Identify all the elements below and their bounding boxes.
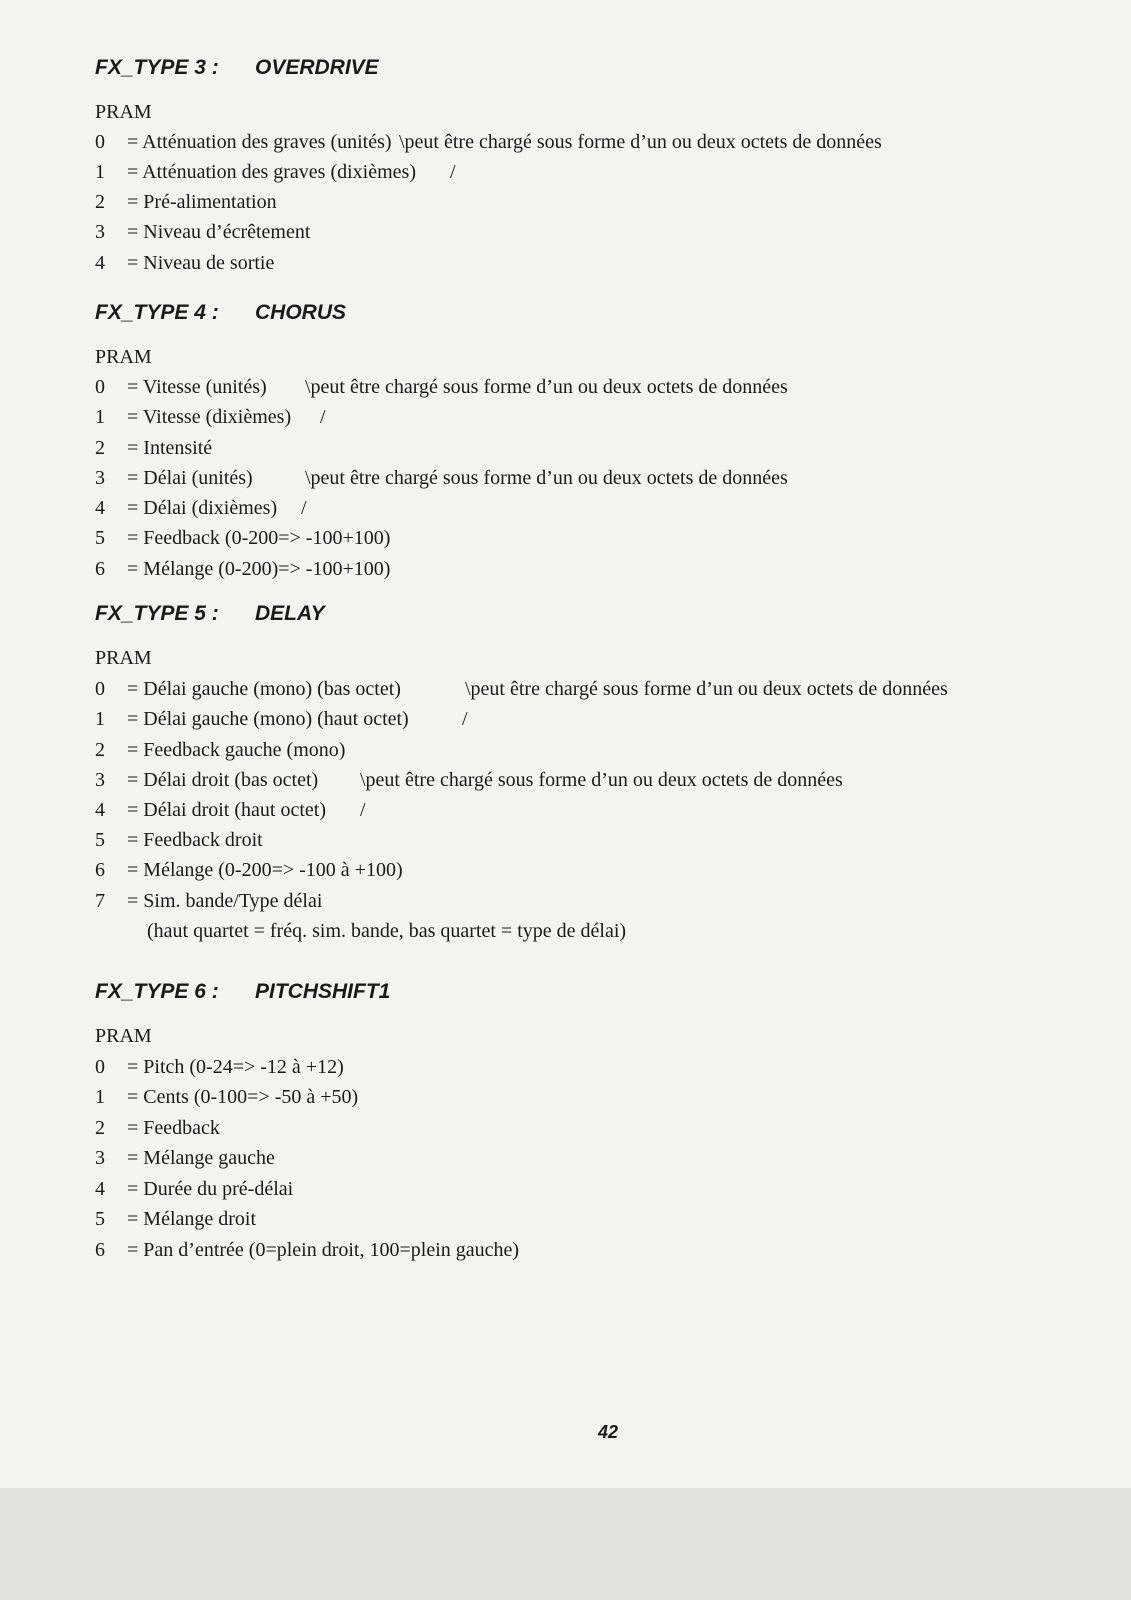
- param-index: 5: [95, 527, 105, 549]
- param-description: = Vitesse (unités): [127, 376, 267, 398]
- param-index: 0: [95, 131, 105, 153]
- param-description: = Feedback (0-200=> -100+100): [127, 527, 391, 549]
- param-description: = Niveau de sortie: [127, 252, 275, 274]
- section-label: FX_TYPE 6 :: [95, 980, 219, 1003]
- param-description: = Délai droit (bas octet): [127, 769, 319, 791]
- section-heading-delay: [95, 602, 325, 626]
- section-name: DELAY: [255, 602, 325, 625]
- param-index: 0: [95, 376, 105, 398]
- param-description: = Mélange (0-200=> -100 à +100): [127, 859, 403, 881]
- param-index: 0: [95, 678, 105, 700]
- param-description: = Mélange gauche: [127, 1147, 275, 1169]
- param-index: 2: [95, 739, 105, 761]
- section-name: OVERDRIVE: [255, 56, 379, 79]
- param-description: = Délai droit (haut octet): [127, 799, 326, 821]
- param-continuation: (haut quartet = fréq. sim. bande, bas quartet = type de délai): [147, 920, 627, 942]
- param-index: 3: [95, 467, 105, 489]
- param-description: = Cents (0-100=> -50 à +50): [127, 1086, 359, 1108]
- param-description: = Pré-alimentation: [127, 191, 277, 213]
- page-number: 42: [598, 1422, 619, 1442]
- param-index: 4: [95, 799, 105, 821]
- param-index: 1: [95, 1086, 105, 1108]
- param-description: = Délai (unités): [127, 467, 253, 489]
- param-note: /: [450, 161, 456, 183]
- param-note: /: [301, 497, 307, 519]
- param-note: /: [320, 406, 326, 428]
- param-index: 2: [95, 1117, 105, 1139]
- param-description: = Mélange droit: [127, 1208, 257, 1230]
- param-index: 4: [95, 252, 105, 274]
- param-index: 4: [95, 497, 105, 519]
- section-label: FX_TYPE 4 :: [95, 301, 219, 324]
- param-description: = Sim. bande/Type délai: [127, 890, 323, 912]
- param-description: = Feedback droit: [127, 829, 263, 851]
- param-description: = Pitch (0-24=> -12 à +12): [127, 1056, 344, 1078]
- param-index: 5: [95, 829, 105, 851]
- param-note: \peut être chargé sous forme d’un ou deux octets de données: [305, 376, 788, 398]
- param-index: 3: [95, 221, 105, 243]
- section-label: FX_TYPE 3 :: [95, 56, 219, 79]
- param-description: = Niveau d’écrêtement: [127, 221, 311, 243]
- param-description: = Atténuation des graves (dixièmes): [127, 161, 416, 183]
- param-index: 1: [95, 161, 105, 183]
- pram-label: PRAM: [95, 346, 152, 368]
- param-description: = Feedback: [127, 1117, 220, 1139]
- section-name: PITCHSHIFT1: [255, 980, 391, 1003]
- param-description: = Atténuation des graves (unités): [127, 131, 392, 153]
- param-note: \peut être chargé sous forme d’un ou deux octets de données: [399, 131, 882, 153]
- param-description: = Mélange (0-200)=> -100+100): [127, 558, 391, 580]
- section-label: FX_TYPE 5 :: [95, 602, 219, 625]
- param-description: = Pan d’entrée (0=plein droit, 100=plein gauche): [127, 1239, 520, 1261]
- param-index: 6: [95, 558, 105, 580]
- page-bottom-edge: [0, 1488, 1131, 1600]
- param-description: = Délai (dixièmes): [127, 497, 278, 519]
- param-index: 3: [95, 1147, 105, 1169]
- param-description: = Intensité: [127, 437, 213, 459]
- pram-label: PRAM: [95, 1025, 152, 1047]
- pram-label: PRAM: [95, 647, 152, 669]
- param-description: = Durée du pré-délai: [127, 1178, 294, 1200]
- param-note: /: [360, 799, 366, 821]
- param-index: 6: [95, 1239, 105, 1261]
- param-description: = Feedback gauche (mono): [127, 739, 346, 761]
- param-index: 2: [95, 437, 105, 459]
- section-heading-chorus: [95, 301, 347, 325]
- param-index: 0: [95, 1056, 105, 1078]
- param-index: 4: [95, 1178, 105, 1200]
- param-index: 3: [95, 769, 105, 791]
- param-index: 7: [95, 890, 105, 912]
- param-index: 5: [95, 1208, 105, 1230]
- pram-label: PRAM: [95, 101, 152, 123]
- param-index: 6: [95, 859, 105, 881]
- param-index: 1: [95, 708, 105, 730]
- section-name: CHORUS: [255, 301, 347, 324]
- param-index: 1: [95, 406, 105, 428]
- param-description: = Vitesse (dixièmes): [127, 406, 292, 428]
- section-heading-pitchshift1: [95, 980, 391, 1004]
- param-note: \peut être chargé sous forme d’un ou deux octets de données: [305, 467, 788, 489]
- param-note: \peut être chargé sous forme d’un ou deux octets de données: [465, 678, 948, 700]
- param-description: = Délai gauche (mono) (bas octet): [127, 678, 401, 700]
- param-index: 2: [95, 191, 105, 213]
- param-note: /: [462, 708, 468, 730]
- param-description: = Délai gauche (mono) (haut octet): [127, 708, 409, 730]
- section-heading-overdrive: [95, 56, 379, 80]
- param-note: \peut être chargé sous forme d’un ou deux octets de données: [360, 769, 843, 791]
